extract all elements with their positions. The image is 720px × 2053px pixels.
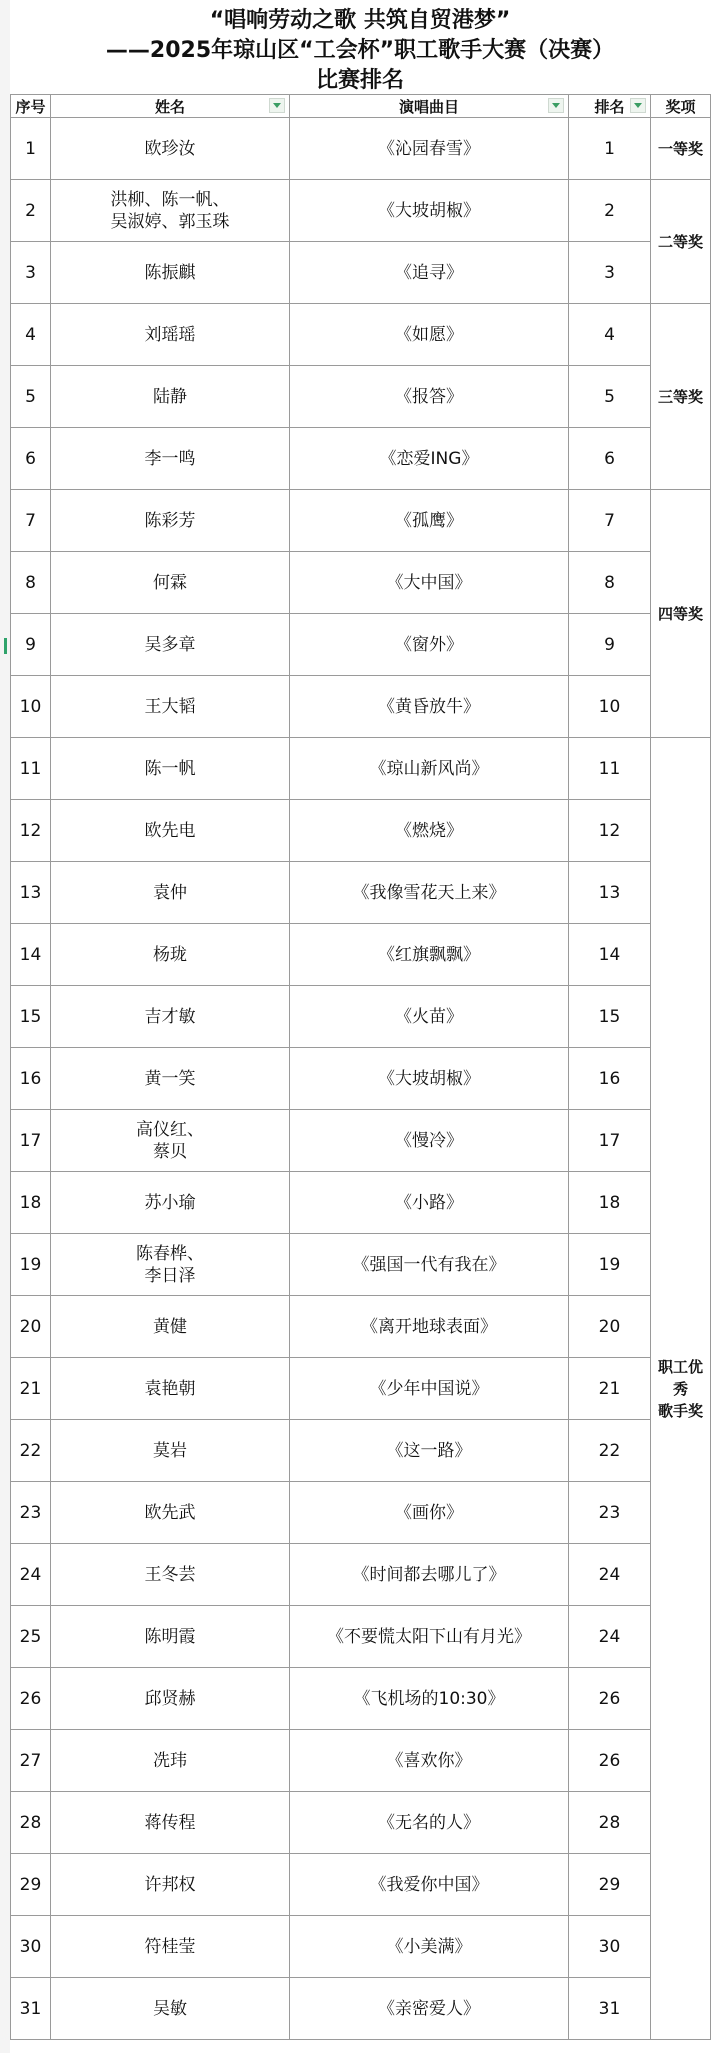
selection-marker <box>4 638 7 654</box>
rank-cell[interactable]: 30 <box>569 1916 651 1978</box>
header-seq: 序号 <box>11 95 51 118</box>
seq-cell[interactable]: 5 <box>11 366 51 428</box>
name-cell[interactable]: 袁仲 <box>51 862 290 924</box>
song-cell[interactable]: 《大中国》 <box>290 552 569 614</box>
name-cell[interactable]: 邱贤赫 <box>51 1668 290 1730</box>
table-row <box>11 1048 711 1110</box>
table-row <box>11 1854 711 1916</box>
name-cell[interactable]: 陈振麒 <box>51 242 290 304</box>
seq-cell[interactable]: 20 <box>11 1296 51 1358</box>
table-row <box>11 924 711 986</box>
seq-cell[interactable]: 17 <box>11 1110 51 1172</box>
name-cell[interactable]: 吴多章 <box>51 614 290 676</box>
seq-cell[interactable]: 1 <box>11 118 51 180</box>
rank-cell[interactable]: 5 <box>569 366 651 428</box>
song-cell[interactable]: 《沁园春雪》 <box>290 118 569 180</box>
name-cell[interactable]: 何霖 <box>51 552 290 614</box>
seq-cell[interactable]: 12 <box>11 800 51 862</box>
rank-cell[interactable]: 15 <box>569 986 651 1048</box>
seq-cell[interactable]: 18 <box>11 1172 51 1234</box>
name-cell[interactable]: 王冬芸 <box>51 1544 290 1606</box>
name-cell[interactable]: 许邦权 <box>51 1854 290 1916</box>
table-row <box>11 490 711 552</box>
name-cell[interactable]: 黄健 <box>51 1296 290 1358</box>
rank-cell[interactable]: 22 <box>569 1420 651 1482</box>
name-cell[interactable]: 洪柳、陈一帆、 吴淑婷、郭玉珠 <box>51 180 290 242</box>
filter-dropdown-icon[interactable] <box>548 98 564 113</box>
song-cell[interactable]: 《小美满》 <box>290 1916 569 1978</box>
rank-cell[interactable]: 20 <box>569 1296 651 1358</box>
table-row <box>11 676 711 738</box>
name-cell[interactable]: 冼玮 <box>51 1730 290 1792</box>
rank-cell[interactable]: 24 <box>569 1606 651 1668</box>
rank-cell[interactable]: 31 <box>569 1978 651 2040</box>
seq-cell[interactable]: 14 <box>11 924 51 986</box>
seq-cell[interactable]: 26 <box>11 1668 51 1730</box>
table-row <box>11 1792 711 1854</box>
table-row <box>11 800 711 862</box>
seq-cell[interactable]: 31 <box>11 1978 51 2040</box>
name-cell[interactable]: 陆静 <box>51 366 290 428</box>
header-row <box>11 95 711 118</box>
page-title <box>10 6 710 96</box>
name-cell[interactable]: 黄一笑 <box>51 1048 290 1110</box>
name-cell[interactable]: 欧先电 <box>51 800 290 862</box>
name-cell[interactable]: 苏小瑜 <box>51 1172 290 1234</box>
rank-cell[interactable]: 10 <box>569 676 651 738</box>
song-cell[interactable]: 《亲密爱人》 <box>290 1978 569 2040</box>
rank-cell[interactable]: 21 <box>569 1358 651 1420</box>
table-row <box>11 614 711 676</box>
rank-cell[interactable]: 3 <box>569 242 651 304</box>
table-row <box>11 1172 711 1234</box>
rank-cell[interactable]: 6 <box>569 428 651 490</box>
rank-cell[interactable]: 2 <box>569 180 651 242</box>
song-cell[interactable]: 《小路》 <box>290 1172 569 1234</box>
seq-cell[interactable]: 24 <box>11 1544 51 1606</box>
table-row <box>11 1730 711 1792</box>
name-cell[interactable]: 袁艳朝 <box>51 1358 290 1420</box>
song-cell[interactable]: 《这一路》 <box>290 1420 569 1482</box>
name-cell[interactable]: 莫岩 <box>51 1420 290 1482</box>
rank-cell[interactable]: 18 <box>569 1172 651 1234</box>
seq-cell[interactable]: 10 <box>11 676 51 738</box>
seq-cell[interactable]: 27 <box>11 1730 51 1792</box>
seq-cell[interactable]: 28 <box>11 1792 51 1854</box>
seq-cell[interactable]: 8 <box>11 552 51 614</box>
table-row <box>11 1358 711 1420</box>
rank-cell[interactable]: 8 <box>569 552 651 614</box>
table-row <box>11 1420 711 1482</box>
rank-cell[interactable]: 14 <box>569 924 651 986</box>
seq-cell[interactable]: 11 <box>11 738 51 800</box>
header-rank-label: 排名 <box>594 97 625 116</box>
header-song <box>290 95 569 118</box>
ranking-table <box>10 94 711 2040</box>
table-row <box>11 428 711 490</box>
award-cell[interactable]: 一等奖 <box>651 118 711 180</box>
seq-cell[interactable]: 30 <box>11 1916 51 1978</box>
title-line-2: ——2025年琼山区“工会杯”职工歌手大赛（决赛） <box>105 38 615 63</box>
name-cell[interactable]: 李一鸣 <box>51 428 290 490</box>
rank-cell[interactable]: 29 <box>569 1854 651 1916</box>
song-cell[interactable]: 《飞机场的10:30》 <box>290 1668 569 1730</box>
award-cell[interactable]: 四等奖 <box>651 490 711 738</box>
header-name-label: 姓名 <box>154 97 185 116</box>
name-cell[interactable]: 王大韬 <box>51 676 290 738</box>
table-row <box>11 1482 711 1544</box>
song-cell[interactable]: 《画你》 <box>290 1482 569 1544</box>
seq-cell[interactable]: 3 <box>11 242 51 304</box>
award-cell[interactable]: 三等奖 <box>651 304 711 490</box>
seq-cell[interactable]: 9 <box>11 614 51 676</box>
table-row <box>11 1916 711 1978</box>
header-rank <box>569 95 651 118</box>
seq-cell[interactable]: 4 <box>11 304 51 366</box>
table-row <box>11 1978 711 2040</box>
rank-cell[interactable]: 11 <box>569 738 651 800</box>
rank-cell[interactable]: 17 <box>569 1110 651 1172</box>
song-cell[interactable]: 《孤鹰》 <box>290 490 569 552</box>
header-name <box>51 95 290 118</box>
seq-cell[interactable]: 2 <box>11 180 51 242</box>
song-cell[interactable]: 《我爱你中国》 <box>290 1854 569 1916</box>
song-cell[interactable]: 《黄昏放牛》 <box>290 676 569 738</box>
rank-cell[interactable]: 28 <box>569 1792 651 1854</box>
song-cell[interactable]: 《我像雪花天上来》 <box>290 862 569 924</box>
seq-cell[interactable]: 22 <box>11 1420 51 1482</box>
song-cell[interactable]: 《不要慌太阳下山有月光》 <box>290 1606 569 1668</box>
seq-cell[interactable]: 19 <box>11 1234 51 1296</box>
table-row <box>11 552 711 614</box>
song-cell[interactable]: 《强国一代有我在》 <box>290 1234 569 1296</box>
name-cell[interactable]: 陈彩芳 <box>51 490 290 552</box>
song-cell[interactable]: 《时间都去哪儿了》 <box>290 1544 569 1606</box>
name-cell[interactable]: 欧先武 <box>51 1482 290 1544</box>
seq-cell[interactable]: 21 <box>11 1358 51 1420</box>
table-row <box>11 242 711 304</box>
table-row <box>11 862 711 924</box>
song-cell[interactable]: 《红旗飘飘》 <box>290 924 569 986</box>
table-row <box>11 366 711 428</box>
song-cell[interactable]: 《大坡胡椒》 <box>290 1048 569 1110</box>
award-cell[interactable]: 职工优秀 歌手奖 <box>651 738 711 2040</box>
song-cell[interactable]: 《大坡胡椒》 <box>290 180 569 242</box>
rank-cell[interactable]: 12 <box>569 800 651 862</box>
rank-cell[interactable]: 1 <box>569 118 651 180</box>
song-cell[interactable]: 《少年中国说》 <box>290 1358 569 1420</box>
song-cell[interactable]: 《报答》 <box>290 366 569 428</box>
row-number-gutter <box>0 0 10 2053</box>
seq-cell[interactable]: 25 <box>11 1606 51 1668</box>
name-cell[interactable]: 吉才敏 <box>51 986 290 1048</box>
title-line-1: “唱响劳动之歌 共筑自贸港梦” <box>209 8 511 33</box>
rank-cell[interactable]: 16 <box>569 1048 651 1110</box>
table-row <box>11 1606 711 1668</box>
table-row <box>11 1544 711 1606</box>
name-cell[interactable]: 欧珍汝 <box>51 118 290 180</box>
seq-cell[interactable]: 15 <box>11 986 51 1048</box>
filter-dropdown-icon[interactable] <box>269 98 285 113</box>
seq-cell[interactable]: 7 <box>11 490 51 552</box>
rank-cell[interactable]: 19 <box>569 1234 651 1296</box>
song-cell[interactable]: 《恋爱ING》 <box>290 428 569 490</box>
seq-cell[interactable]: 16 <box>11 1048 51 1110</box>
seq-cell[interactable]: 6 <box>11 428 51 490</box>
table-row <box>11 1296 711 1358</box>
table-row <box>11 304 711 366</box>
table-row <box>11 1110 711 1172</box>
name-cell[interactable]: 杨珑 <box>51 924 290 986</box>
table-row <box>11 1668 711 1730</box>
award-cell[interactable]: 二等奖 <box>651 180 711 304</box>
name-cell[interactable]: 陈春桦、 李日泽 <box>51 1234 290 1296</box>
filter-dropdown-icon[interactable] <box>630 98 646 113</box>
ranking-table-wrap <box>10 94 710 2040</box>
song-cell[interactable]: 《喜欢你》 <box>290 1730 569 1792</box>
rank-cell[interactable]: 7 <box>569 490 651 552</box>
name-cell[interactable]: 符桂莹 <box>51 1916 290 1978</box>
rank-cell[interactable]: 4 <box>569 304 651 366</box>
header-award: 奖项 <box>651 95 711 118</box>
song-cell[interactable]: 《如愿》 <box>290 304 569 366</box>
song-cell[interactable]: 《追寻》 <box>290 242 569 304</box>
table-row <box>11 986 711 1048</box>
name-cell[interactable]: 吴敏 <box>51 1978 290 2040</box>
table-row <box>11 118 711 180</box>
song-cell[interactable]: 《无名的人》 <box>290 1792 569 1854</box>
table-row <box>11 1234 711 1296</box>
song-cell[interactable]: 《燃烧》 <box>290 800 569 862</box>
song-cell[interactable]: 《离开地球表面》 <box>290 1296 569 1358</box>
name-cell[interactable]: 刘瑶瑶 <box>51 304 290 366</box>
rank-cell[interactable]: 23 <box>569 1482 651 1544</box>
title-line-3: 比赛排名 <box>315 68 404 93</box>
song-cell[interactable]: 《琼山新风尚》 <box>290 738 569 800</box>
rank-cell[interactable]: 13 <box>569 862 651 924</box>
name-cell[interactable]: 蒋传程 <box>51 1792 290 1854</box>
table-body <box>11 118 711 2040</box>
seq-cell[interactable]: 23 <box>11 1482 51 1544</box>
song-cell[interactable]: 《窗外》 <box>290 614 569 676</box>
name-cell[interactable]: 陈明霞 <box>51 1606 290 1668</box>
table-row <box>11 738 711 800</box>
rank-cell[interactable]: 26 <box>569 1668 651 1730</box>
song-cell[interactable]: 《慢冷》 <box>290 1110 569 1172</box>
rank-cell[interactable]: 26 <box>569 1730 651 1792</box>
seq-cell[interactable]: 13 <box>11 862 51 924</box>
name-cell[interactable]: 陈一帆 <box>51 738 290 800</box>
rank-cell[interactable]: 24 <box>569 1544 651 1606</box>
name-cell[interactable]: 高仪红、 蔡贝 <box>51 1110 290 1172</box>
table-row <box>11 180 711 242</box>
header-song-label: 演唱曲目 <box>398 97 459 116</box>
seq-cell[interactable]: 29 <box>11 1854 51 1916</box>
rank-cell[interactable]: 9 <box>569 614 651 676</box>
song-cell[interactable]: 《火苗》 <box>290 986 569 1048</box>
